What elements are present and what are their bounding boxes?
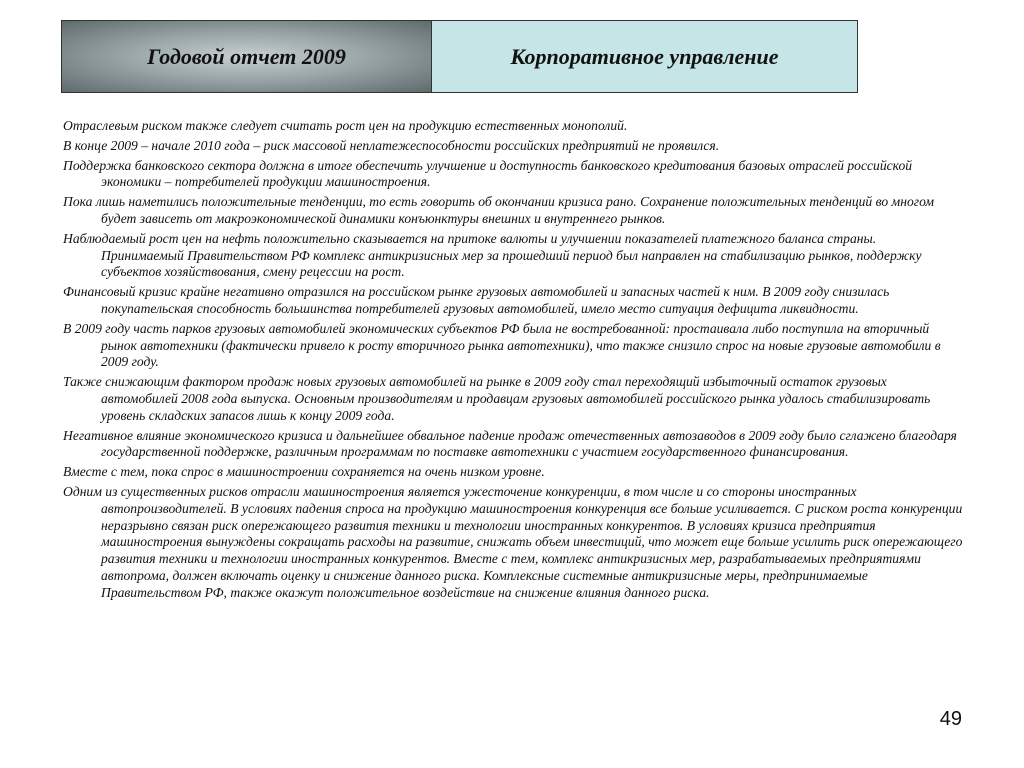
- paragraph: Наблюдаемый рост цен на нефть положительно сказывается на притоке валюты и улучшении показателей платежного баланса страны.: [63, 230, 877, 246]
- page-number: 49: [939, 708, 962, 730]
- paragraph: Вместе с тем, пока спрос в машиностроении сохраняется на очень низком уровне.: [63, 464, 545, 480]
- paragraph: Одним из существенных рисков отрасли машиностроения является ужесточение конкуренции, в том числе и со стороны иностранных автопроизводителей. В условиях падения спроса на продукцию машиностроения конкуренция все больше усиливается. С риском роста конкуренции неразрывно связан риск опережающего развития техники и технологии иностранных конкурентов. В условиях кризиса предприятия машиностроения вынуждены сокращать расходы на развитие, снижать объем инвестиций, что может еще больше усилить риск опережающего развития техники и технологии иностранных конкурентов. Вместе с тем, комплекс антикризисных мер, разрабатываемых предприятиями автопрома, должен включать оценку и снижение данного риска. Комплексные системные антикризисные меры, предпринимаемые Правительством РФ, также окажут положительное воздействие на снижение влияния данного риска.: [63, 483, 963, 600]
- report-title: Годовой отчет 2009: [147, 43, 346, 69]
- slide-header: [61, 20, 858, 93]
- body-text: [63, 118, 963, 605]
- paragraph: Финансовый кризис крайне негативно отразился на российском рынке грузовых автомобилей и запасных частей к ним. В 2009 году снизилась покупательская способность большинства потребителей грузовых автомобилей, имело место ситуация дефицита ликвидности.: [63, 284, 890, 316]
- paragraph: В 2009 году часть парков грузовых автомобилей экономических субъектов РФ была не востребованной: простаивала либо поступила на вторичный рынок автотехники (фактически привело к росту вторичного рынка автотехники), что также снизило спрос на новые грузовые автомобили в 2009 году.: [63, 320, 941, 370]
- header-right-panel: [432, 21, 857, 92]
- header-left-panel: [62, 21, 432, 92]
- paragraph: Также снижающим фактором продаж новых грузовых автомобилей на рынке в 2009 году стал переходящий избыточный остаток грузовых автомобилей 2008 года выпуска. Основным производителям и продавцам грузовых автомобилей российского рынка удалось стабилизировать уровень складских запасов лишь к концу 2009 года.: [63, 374, 931, 423]
- paragraph: В конце 2009 – начале 2010 года – риск массовой неплатежеспособности российских предприятий не проявился.: [63, 137, 720, 153]
- paragraph: Пока лишь наметились положительные тенденции, то есть говорить об окончании кризиса рано. Сохранение положительных тенденций во многом будет зависеть от макроэкономической динамики конъюнктуры внешних и внутреннего рынков.: [63, 194, 935, 226]
- paragraph: Поддержка банковского сектора должна в итоге обеспечить улучшение и доступность банковского кредитования базовых отраслей российской экономики – потребителей продукции машиностроения.: [63, 157, 913, 190]
- section-title: Корпоративное управление: [510, 43, 779, 69]
- paragraph: Негативное влияние экономического кризиса и дальнейшее обвальное падение продаж отечественных автозаводов в 2009 году было сглажено благодаря государственной поддержке, различным программам по поставке автотехники с участием государственного финансирования.: [63, 427, 957, 460]
- sub-paragraph: Принимаемый Правительством РФ комплекс антикризисных мер за прошедший период был направлен на стабилизацию рынков, поддержку субъектов хозяйствования, смену рецессии на рост.: [101, 247, 922, 280]
- paragraph-with-sub: [63, 231, 963, 281]
- paragraph: Отраслевым риском также следует считать рост цен на продукцию естественных монополий.: [63, 118, 628, 133]
